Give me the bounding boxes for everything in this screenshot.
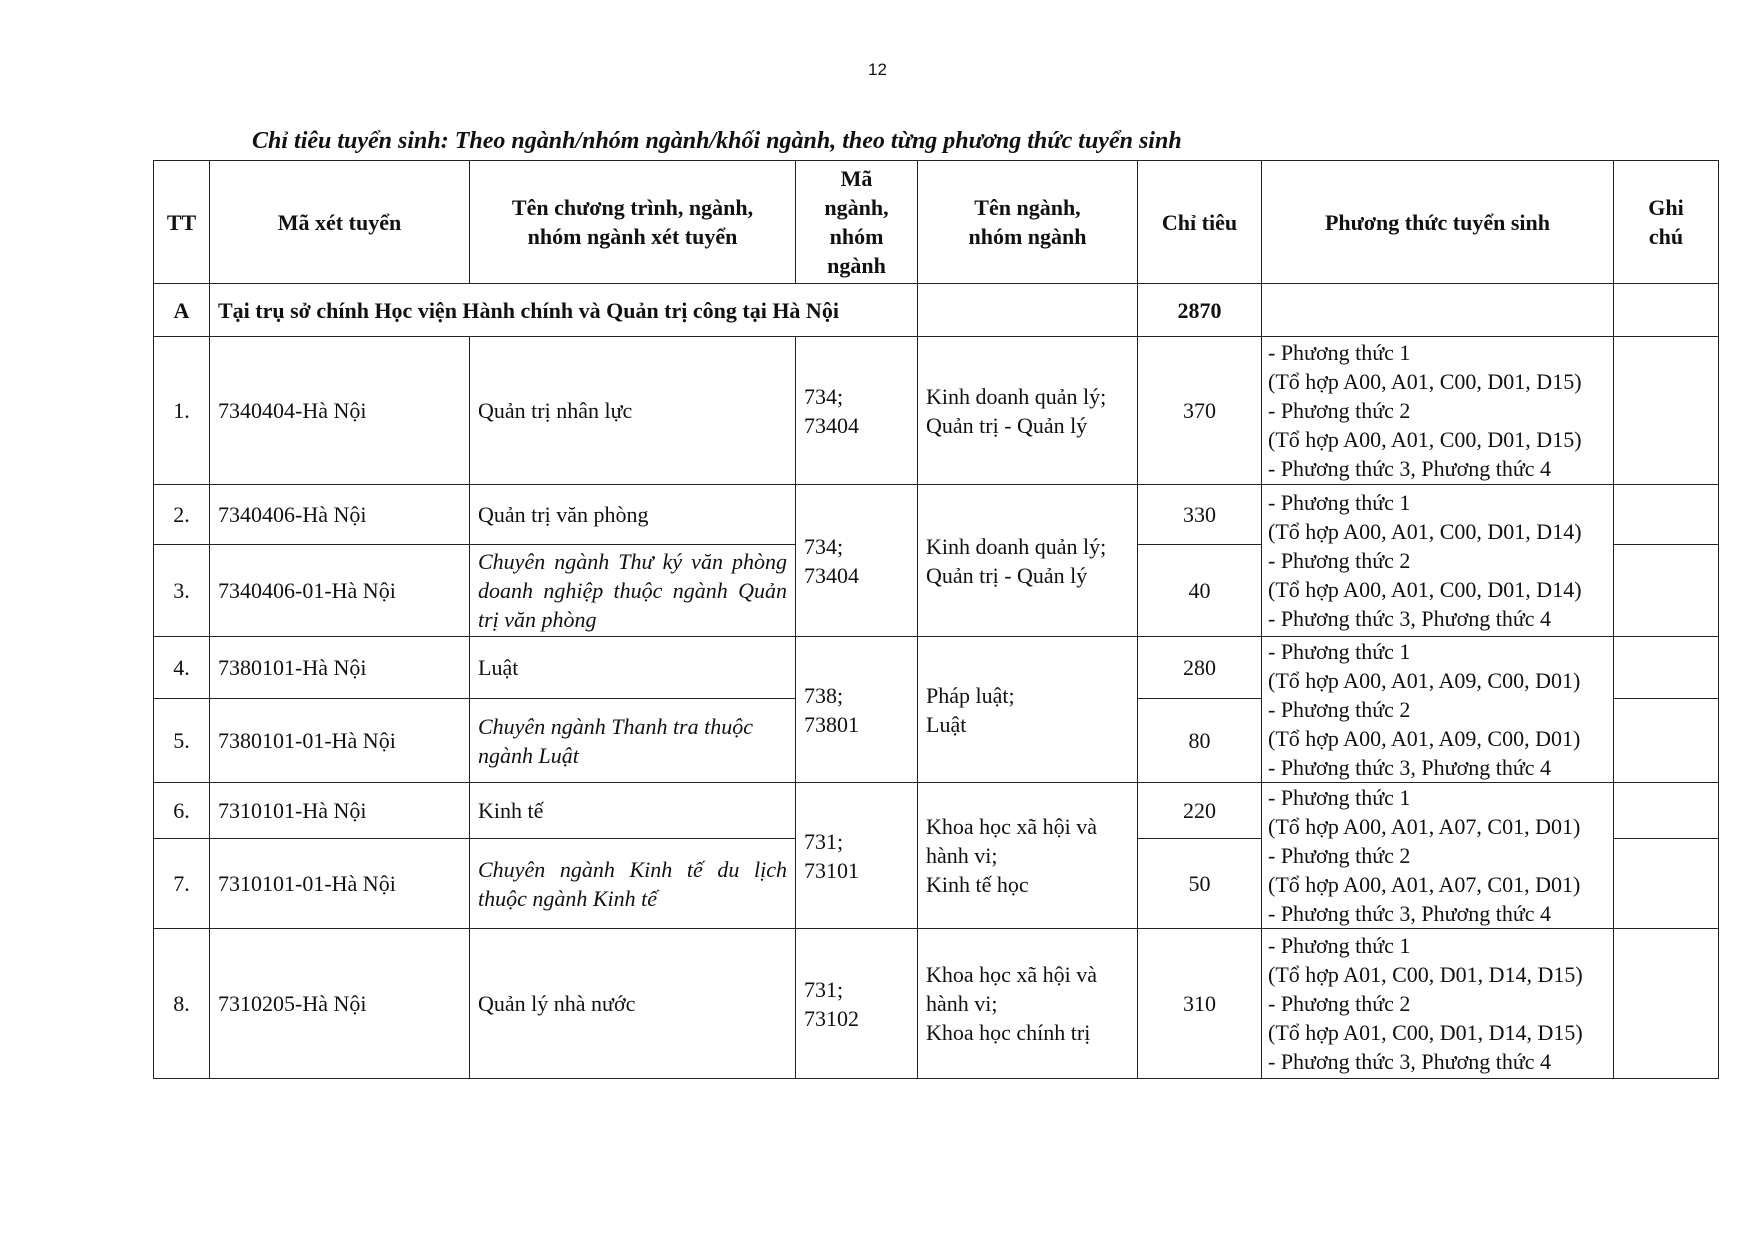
section-label: A xyxy=(154,284,210,337)
ten-nganh-line: Kinh doanh quản lý; xyxy=(926,533,1107,559)
header-phuong-thuc: Phương thức tuyển sinh xyxy=(1262,161,1614,284)
row-program: Luật xyxy=(470,637,796,699)
row-ten-nganh xyxy=(918,637,1138,783)
ten-nganh-line: Kinh tế học xyxy=(926,872,1029,897)
row-code: 7380101-Hà Nội xyxy=(210,637,470,699)
header-ghi-chu xyxy=(1614,161,1719,284)
ma-nganh-line: 738; xyxy=(804,682,844,708)
method-line: - Phương thức 2 xyxy=(1268,697,1411,722)
row-ma-nganh xyxy=(796,637,918,783)
table-header-row xyxy=(154,161,1719,284)
header-ten-nganh-line1: Tên ngành, xyxy=(974,195,1081,220)
row-program: Quản lý nhà nước xyxy=(470,929,796,1079)
method-line: (Tổ hợp A01, C00, D01, D14, D15) xyxy=(1268,1020,1583,1045)
ten-nganh-line: Khoa học xã hội và xyxy=(926,962,1098,987)
ma-nganh-line: 734; xyxy=(804,533,844,559)
row-program: Quản trị văn phòng xyxy=(470,485,796,545)
ma-nganh-line: 73101 xyxy=(804,857,859,883)
header-ma-nganh-line4: ngành xyxy=(827,253,886,278)
method-line: - Phương thức 3, Phương thức 4 xyxy=(1268,901,1552,926)
method-line: - Phương thức 1 xyxy=(1268,490,1411,515)
row-ten-nganh xyxy=(918,485,1138,637)
header-ma-xet-tuyen: Mã xét tuyển xyxy=(210,161,470,284)
row-quota: 370 xyxy=(1138,337,1262,485)
row-methods xyxy=(1262,337,1614,485)
method-line: (Tổ hợp A00, A01, C00, D01, D14) xyxy=(1268,519,1582,544)
table-row xyxy=(154,929,1719,1079)
ma-nganh-line: 73102 xyxy=(804,1005,859,1031)
row-quota: 310 xyxy=(1138,929,1262,1079)
header-ma-nganh-line1: Mã xyxy=(840,166,873,191)
row-note xyxy=(1614,839,1719,929)
row-quota: 280 xyxy=(1138,637,1262,699)
table-caption: Chỉ tiêu tuyển sinh: Theo ngành/nhóm ngành/khối ngành, theo từng phương thức tuyển sinh xyxy=(252,128,1182,154)
page-number: 12 xyxy=(868,60,887,79)
table-row xyxy=(154,637,1719,699)
row-quota: 330 xyxy=(1138,485,1262,545)
row-code: 7340406-Hà Nội xyxy=(210,485,470,545)
row-ten-nganh xyxy=(918,337,1138,485)
row-note xyxy=(1614,637,1719,699)
row-code: 7340406-01-Hà Nội xyxy=(210,545,470,637)
table-row xyxy=(154,783,1719,839)
row-code: 7310101-01-Hà Nội xyxy=(210,839,470,929)
header-ghi-chu-line2: chú xyxy=(1648,224,1684,249)
row-ten-nganh xyxy=(918,783,1138,929)
ma-nganh-line: 734; xyxy=(804,383,844,409)
method-line: (Tổ hợp A00, A01, A09, C00, D01) xyxy=(1268,668,1581,693)
method-line: - Phương thức 2 xyxy=(1268,991,1411,1016)
row-note xyxy=(1614,337,1719,485)
row-methods xyxy=(1262,929,1614,1079)
row-tt: 6. xyxy=(154,783,210,839)
ma-nganh-line: 73404 xyxy=(804,412,859,438)
ten-nganh-line: Luật xyxy=(926,711,967,737)
method-line: (Tổ hợp A00, A01, C00, D01, D14) xyxy=(1268,577,1582,602)
ten-nganh-line: hành vi; xyxy=(926,843,998,868)
section-empty-cell xyxy=(918,284,1138,337)
row-tt: 2. xyxy=(154,485,210,545)
row-code: 7380101-01-Hà Nội xyxy=(210,699,470,783)
table-row xyxy=(154,337,1719,485)
header-tt: TT xyxy=(154,161,210,284)
section-title: Tại trụ sở chính Học viện Hành chính và Quản trị công tại Hà Nội xyxy=(210,284,918,337)
method-line: - Phương thức 3, Phương thức 4 xyxy=(1268,456,1552,481)
method-line: - Phương thức 3, Phương thức 4 xyxy=(1268,606,1552,631)
row-program: Quản trị nhân lực xyxy=(470,337,796,485)
section-empty-cell xyxy=(1262,284,1614,337)
method-line: - Phương thức 3, Phương thức 4 xyxy=(1268,1049,1552,1074)
header-ghi-chu-line1: Ghi xyxy=(1648,195,1684,220)
row-quota: 40 xyxy=(1138,545,1262,637)
section-total: 2870 xyxy=(1138,284,1262,337)
row-tt: 7. xyxy=(154,839,210,929)
header-ten-nganh xyxy=(918,161,1138,284)
method-line: - Phương thức 1 xyxy=(1268,639,1411,664)
row-program: Chuyên ngành Kinh tế du lịch thuộc ngành Kinh tế xyxy=(470,839,796,929)
row-program: Kinh tế xyxy=(470,783,796,839)
method-line: (Tổ hợp A00, A01, C00, D01, D15) xyxy=(1268,369,1582,394)
ten-nganh-line: Kinh doanh quản lý; xyxy=(926,383,1107,409)
ten-nganh-line: hành vi; xyxy=(926,991,998,1016)
header-ten-chuong-trinh xyxy=(470,161,796,284)
header-ma-nganh xyxy=(796,161,918,284)
row-note xyxy=(1614,783,1719,839)
section-empty-cell xyxy=(1614,284,1719,337)
row-note xyxy=(1614,545,1719,637)
method-line: - Phương thức 3, Phương thức 4 xyxy=(1268,755,1552,780)
row-tt: 3. xyxy=(154,545,210,637)
row-ma-nganh xyxy=(796,929,918,1079)
header-ma-nganh-line3: nhóm xyxy=(829,224,884,249)
row-ma-nganh xyxy=(796,337,918,485)
row-methods xyxy=(1262,637,1614,783)
method-line: - Phương thức 2 xyxy=(1268,398,1411,423)
method-line: - Phương thức 1 xyxy=(1268,933,1411,958)
row-tt: 1. xyxy=(154,337,210,485)
header-chi-tieu: Chỉ tiêu xyxy=(1138,161,1262,284)
row-code: 7340404-Hà Nội xyxy=(210,337,470,485)
row-ma-nganh xyxy=(796,485,918,637)
header-ten-nganh-line2: nhóm ngành xyxy=(968,224,1087,249)
method-line: (Tổ hợp A00, A01, A07, C01, D01) xyxy=(1268,814,1581,839)
header-ma-nganh-line2: ngành, xyxy=(824,195,889,220)
ma-nganh-line: 73404 xyxy=(804,562,859,588)
section-row xyxy=(154,284,1719,337)
row-program: Chuyên ngành Thư ký văn phòng doanh nghiệp thuộc ngành Quản trị văn phòng xyxy=(470,545,796,637)
ten-nganh-line: Pháp luật; xyxy=(926,682,1015,708)
row-tt: 4. xyxy=(154,637,210,699)
method-line: - Phương thức 2 xyxy=(1268,548,1411,573)
table-row xyxy=(154,485,1719,545)
row-methods xyxy=(1262,783,1614,929)
ten-nganh-line: Khoa học xã hội và xyxy=(926,814,1098,839)
row-note xyxy=(1614,699,1719,783)
row-quota: 220 xyxy=(1138,783,1262,839)
row-note xyxy=(1614,929,1719,1079)
method-line: (Tổ hợp A00, A01, A07, C01, D01) xyxy=(1268,872,1581,897)
header-ten-chuong-trinh-line2: nhóm ngành xét tuyển xyxy=(527,224,738,249)
method-line: - Phương thức 2 xyxy=(1268,843,1411,868)
row-ten-nganh xyxy=(918,929,1138,1079)
method-line: (Tổ hợp A00, A01, C00, D01, D15) xyxy=(1268,427,1582,452)
row-tt: 8. xyxy=(154,929,210,1079)
method-line: (Tổ hợp A00, A01, A09, C00, D01) xyxy=(1268,726,1581,751)
header-ten-chuong-trinh-line1: Tên chương trình, ngành, xyxy=(511,195,754,220)
row-methods xyxy=(1262,485,1614,637)
row-quota: 80 xyxy=(1138,699,1262,783)
admission-quota-table xyxy=(153,160,1719,1079)
method-line: (Tổ hợp A01, C00, D01, D14, D15) xyxy=(1268,962,1583,987)
ma-nganh-line: 731; xyxy=(804,976,844,1002)
ma-nganh-line: 731; xyxy=(804,828,844,854)
method-line: - Phương thức 1 xyxy=(1268,785,1411,810)
row-quota: 50 xyxy=(1138,839,1262,929)
row-program: Chuyên ngành Thanh tra thuộc ngành Luật xyxy=(470,699,796,783)
row-code: 7310101-Hà Nội xyxy=(210,783,470,839)
row-ma-nganh xyxy=(796,783,918,929)
method-line: - Phương thức 1 xyxy=(1268,340,1411,365)
row-note xyxy=(1614,485,1719,545)
ten-nganh-line: Khoa học chính trị xyxy=(926,1020,1091,1045)
ma-nganh-line: 73801 xyxy=(804,711,859,737)
ten-nganh-line: Quản trị - Quản lý xyxy=(926,562,1088,588)
row-code: 7310205-Hà Nội xyxy=(210,929,470,1079)
row-tt: 5. xyxy=(154,699,210,783)
ten-nganh-line: Quản trị - Quản lý xyxy=(926,412,1088,438)
